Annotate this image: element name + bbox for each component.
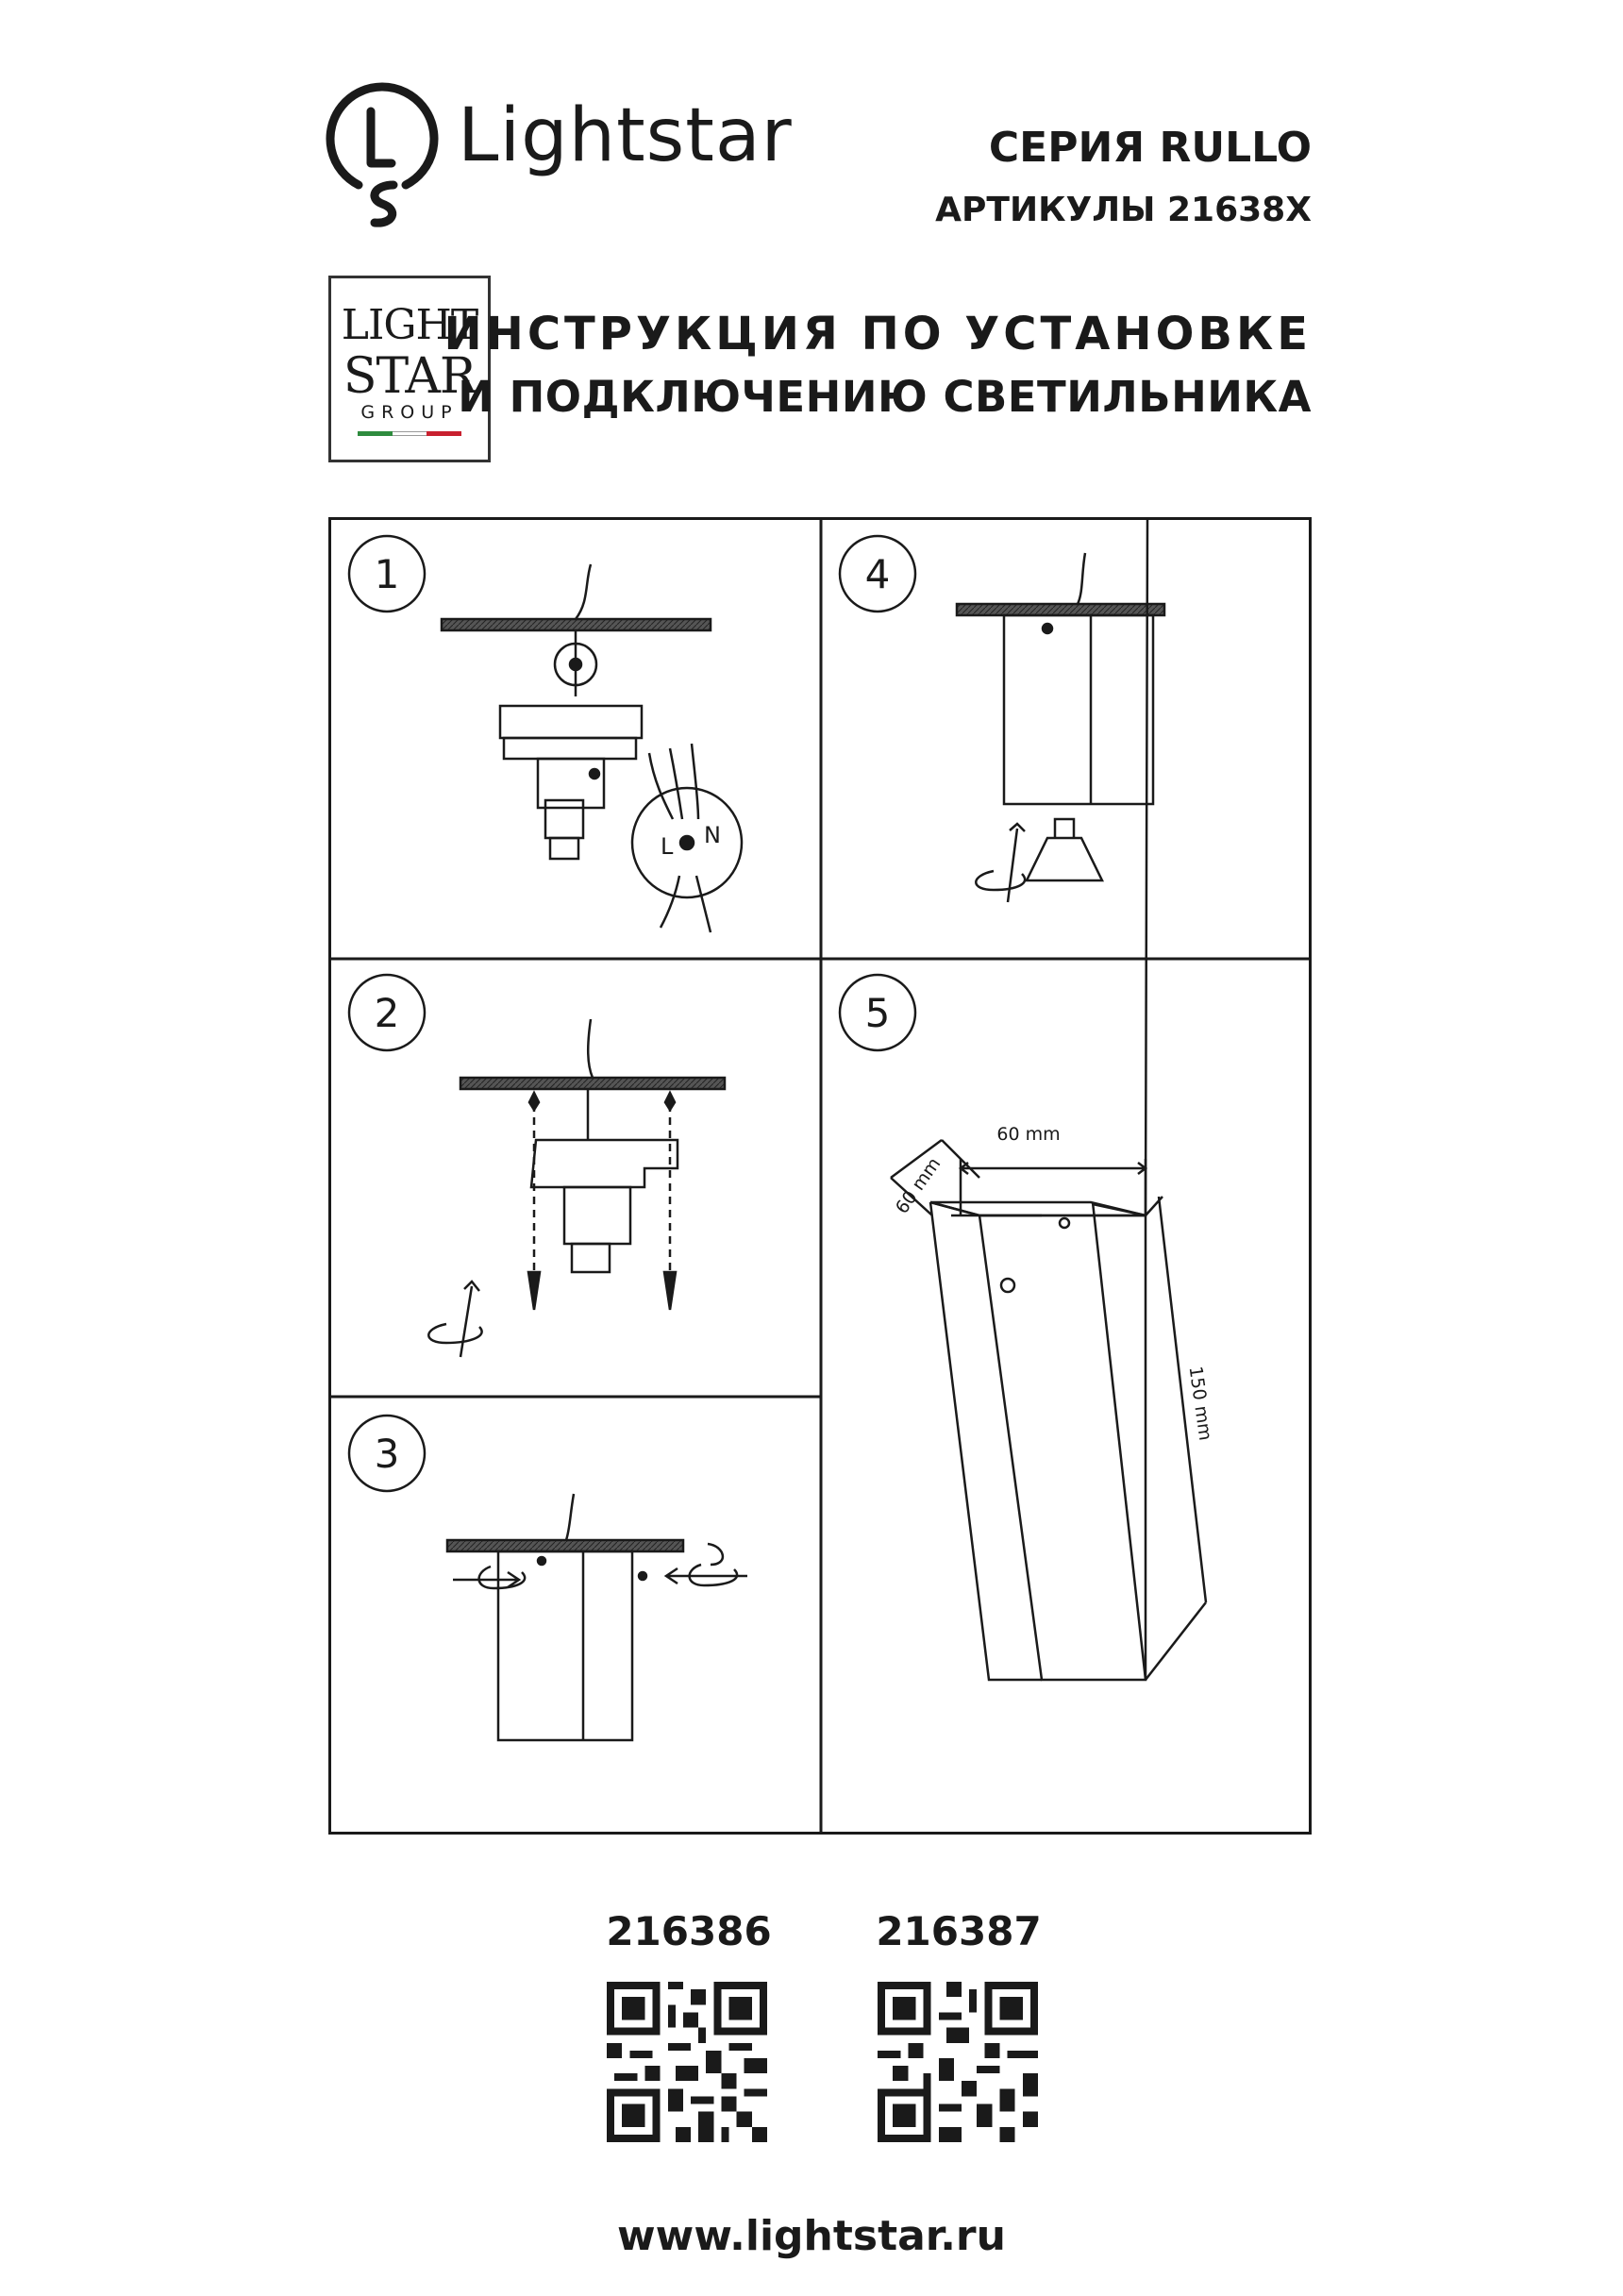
lamp-bulb-illustration [957, 553, 1164, 902]
step-2-panel [349, 975, 725, 1357]
lamp-dimensions-drawing [891, 519, 1206, 1680]
step-4-panel [840, 536, 1164, 902]
qr-code-icon [607, 1982, 767, 2142]
step-3-panel [349, 1416, 747, 1740]
height-dimension-label: 150 mm [1184, 1365, 1216, 1442]
brand-name: Lightstar [458, 93, 793, 178]
step-number-badge [349, 536, 425, 612]
step-number: 4 [864, 551, 891, 597]
lightbulb-logo-icon [326, 74, 439, 234]
depth-dimension-label: 60 mm [891, 1153, 945, 1218]
article-numbers: АРТИКУЛЫ 21638X [935, 191, 1312, 229]
step-1-panel [349, 536, 742, 932]
product-code-label: 216387 [876, 1908, 1042, 1954]
step-number-badge [840, 536, 915, 612]
width-dimension-label: 60 mm [996, 1124, 1061, 1145]
qr-code-icon [878, 1982, 1038, 2142]
wiring-detail-illustration [632, 744, 742, 932]
bracket-screw-illustration [428, 1019, 725, 1357]
step-number: 1 [374, 551, 400, 597]
group-logo-line1: LIGHT [341, 301, 478, 349]
product-code-label: 216386 [606, 1908, 772, 1954]
instruction-title-line1: ИНСТРУКЦИЯ ПО УСТАНОВКЕ [443, 308, 1312, 360]
website-url[interactable]: www.lightstar.ru [617, 2212, 1006, 2260]
neutral-wire-label: N [704, 822, 721, 848]
step-number: 5 [864, 990, 891, 1036]
step-number-badge [349, 975, 425, 1050]
lightstar-group-logo [328, 276, 491, 462]
group-logo-line2: STAR [343, 348, 477, 405]
installation-steps-grid [328, 517, 1312, 1835]
series-title: СЕРИЯ RULLO [988, 124, 1312, 172]
live-wire-label: L [661, 833, 674, 860]
step-number-badge [840, 975, 915, 1050]
instruction-title-line2: И ПОДКЛЮЧЕНИЮ СВЕТИЛЬНИКА [458, 372, 1312, 422]
step-number-badge [349, 1416, 425, 1491]
grid-lines [328, 517, 1312, 1835]
step-number: 2 [374, 990, 400, 1036]
italian-flag-stripe [358, 431, 461, 436]
step-number: 3 [374, 1431, 400, 1477]
lamp-attach-illustration [447, 1494, 747, 1740]
group-logo-line3: GROUP [360, 402, 459, 423]
step-5-panel [840, 519, 1215, 1680]
